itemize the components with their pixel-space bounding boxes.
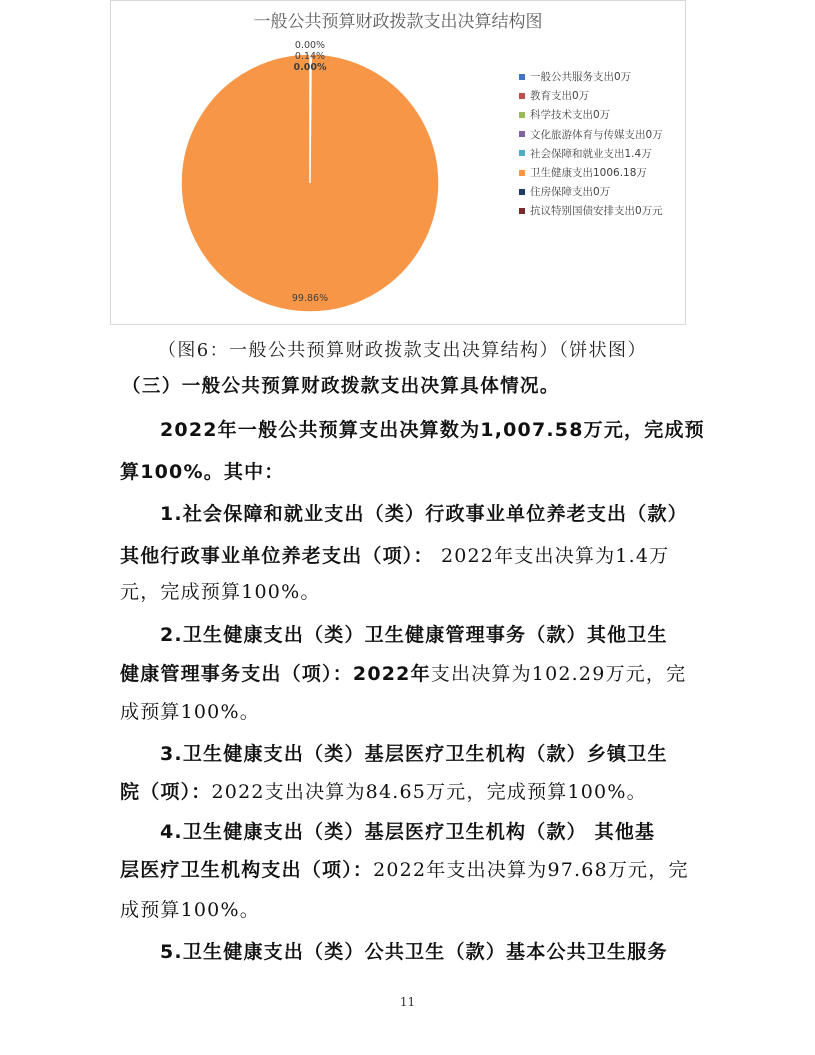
pie-data-label-2: 0.00%	[293, 62, 327, 73]
legend-item	[519, 86, 687, 105]
legend-label: 文化旅游体育与传媒支出0万	[530, 128, 663, 141]
legend-label: 抗议特别国债安排支出0万元	[530, 205, 663, 218]
pie-chart	[110, 0, 686, 325]
legend-item	[519, 201, 687, 220]
legend-swatch	[519, 208, 525, 214]
item-4-line-3: 成预算100%。	[120, 899, 260, 921]
item-1-amount: 2022年支出决算为1.4万	[433, 545, 670, 567]
item-4-amount: 2022年支出决算为97.68万元，完	[373, 859, 689, 881]
item-2-line-2	[120, 664, 700, 685]
legend-swatch	[519, 131, 525, 137]
section-heading: （三）一般公共预算财政拨款支出决算具体情况。	[122, 376, 560, 397]
pie-data-label-0: 0.00%	[294, 40, 326, 51]
legend-item	[519, 182, 687, 201]
legend-swatch	[519, 189, 525, 195]
chart-legend	[519, 67, 687, 221]
item-4-title-tail: 层医疗卫生机构支出（项）：	[120, 859, 374, 881]
legend-swatch	[519, 74, 525, 80]
item-2-line-1: 2.卫生健康支出（类）卫生健康管理事务（款）其他卫生	[160, 624, 668, 646]
figure-caption: （图6：一般公共预算财政拨款支出决算结构）（饼状图）	[158, 340, 647, 361]
legend-item	[519, 105, 687, 124]
legend-label: 一般公共服务支出0万	[530, 71, 632, 84]
item-4-line-2	[120, 860, 700, 881]
legend-label: 社会保障和就业支出1.4万	[530, 147, 652, 160]
legend-item	[519, 144, 687, 163]
legend-item	[519, 67, 687, 86]
legend-swatch	[519, 112, 525, 118]
item-2-line-3: 成预算100%。	[120, 701, 260, 723]
page-number: 11	[399, 995, 416, 1009]
item-2-amount: 支出决算为102.29万元，完	[430, 663, 687, 685]
item-3-line-1: 3.卫生健康支出（类）基层医疗卫生机构（款）乡镇卫生	[160, 743, 668, 765]
legend-label: 卫生健康支出1006.18万	[530, 167, 647, 180]
pie-data-label-3: 99.86%	[291, 293, 329, 304]
item-1-line-3: 元，完成预算100%。	[120, 581, 321, 603]
legend-item	[519, 163, 687, 182]
item-4-line-1: 4.卫生健康支出（类）基层医疗卫生机构（款） 其他基	[160, 821, 656, 843]
legend-item	[519, 125, 687, 144]
intro-line-2: 算100%。其中：	[120, 461, 285, 483]
pie-data-label-1: 0.14%	[294, 51, 326, 62]
item-1-line-2	[120, 546, 700, 567]
legend-swatch	[519, 93, 525, 99]
item-5-line-1: 5.卫生健康支出（类）公共卫生（款）基本公共卫生服务	[160, 941, 668, 963]
legend-label: 教育支出0万	[530, 90, 590, 103]
chart-title: 一般公共预算财政拨款支出决算结构图	[253, 12, 543, 32]
item-3-line-2	[120, 782, 700, 803]
legend-label: 住房保障支出0万	[530, 186, 611, 199]
legend-label: 科学技术支出0万	[530, 109, 611, 122]
item-2-title-tail: 健康管理事务支出（项）：2022年	[120, 663, 431, 685]
legend-swatch	[519, 170, 525, 176]
item-3-amount: 2022支出决算为84.65万元，完成预算100%。	[211, 781, 647, 803]
legend-swatch	[519, 150, 525, 156]
item-1-line-1: 1.社会保障和就业支出（类）行政事业单位养老支出（款）	[160, 503, 688, 525]
pie-slice-5	[181, 54, 439, 312]
intro-line-1: 2022年一般公共预算支出决算数为1,007.58万元，完成预	[160, 419, 705, 441]
item-3-title-tail: 院（项）：	[120, 781, 212, 803]
item-1-title-tail: 其他行政事业单位养老支出（项）：	[120, 545, 434, 567]
